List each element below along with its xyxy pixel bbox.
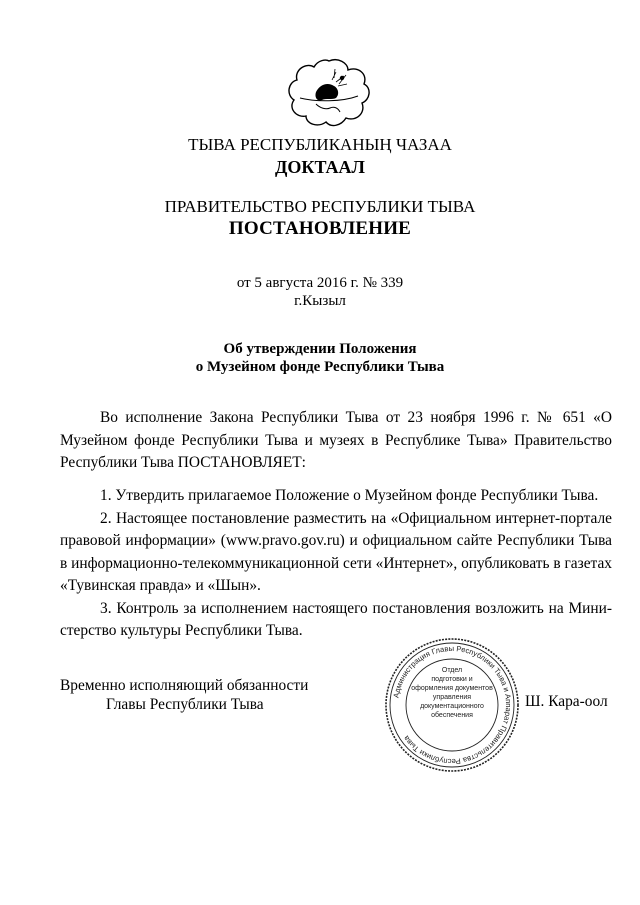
- item-2-line-1: 2. Настоящее постановление разместить на «Официальном интернет-портале: [100, 509, 612, 527]
- seal-center-line-6: обеспечения: [431, 712, 473, 719]
- header-postanovlenie: ПОСТАНОВЛЕНИЕ: [228, 218, 412, 239]
- item-2-line-4: «Тувинская правда» и «Шын».: [60, 577, 261, 594]
- document-title: [0, 340, 640, 376]
- item-2-line-3: в информационно-телекоммуникационной сети «Интернет», опубликовать в газетах: [60, 554, 612, 572]
- signatory-position-line-2: Главы Республики Тыва: [106, 696, 264, 713]
- signatory-position-line-1: Временно исполняющий обязанности: [60, 677, 309, 694]
- signatory-name: Ш. Кара-оол: [525, 693, 608, 710]
- item-3-line-1: 3. Контроль за исполнением настоящего постановления возложить на Мини-: [100, 599, 612, 617]
- item-2-line-2: правовой информации» (www.pravo.gov.ru) и официальном сайте Республики Тыва: [60, 532, 612, 549]
- preamble-line-3: Республики Тыва ПОСТАНОВЛЯЕТ:: [60, 454, 306, 471]
- item-3-line-2: стерство культуры Республики Тыва.: [60, 622, 303, 639]
- seal-center-line-5: документационного: [420, 703, 484, 710]
- header-tuvan-government: ТЫВА РЕСПУБЛИКАНЫҢ ЧАЗАА: [188, 135, 452, 154]
- tuva-emblem-icon: [286, 58, 372, 128]
- preamble-paragraph: [60, 407, 612, 475]
- seal-center-text: [404, 666, 500, 720]
- city: г.Кызыл: [294, 293, 346, 309]
- item-1: 1. Утвердить прилагаемое Положение о Музейном фонде Республики Тыва.: [100, 487, 599, 504]
- title-line-1: Об утверждении Положения: [223, 341, 417, 357]
- header-government: ПРАВИТЕЛЬСТВО РЕСПУБЛИКИ ТЫВА: [164, 197, 476, 216]
- preamble-line-2: Музейном фонде Республики Тыва и музеях в Республике Тыва» Правительство: [60, 431, 612, 449]
- header-doktaal: ДОКТААЛ: [275, 157, 365, 177]
- title-line-2: о Музейном фонде Республики Тыва: [195, 359, 445, 375]
- preamble-line-1: Во исполнение Закона Республики Тыва от 23 ноября 1996 г. № 651 «О: [100, 409, 612, 426]
- signatory-position: [60, 676, 308, 714]
- seal-center-line-4: управления: [432, 694, 472, 701]
- seal-ring-text: Администрация Главы Республики Тыва и Аппарат Правительства Республики Тыва: [391, 643, 514, 767]
- decree-items: [60, 485, 612, 643]
- date-number: от 5 августа 2016 г. № 339: [236, 275, 404, 291]
- seal-center-line-1: Отдел: [441, 667, 463, 674]
- seal-center-line-2: подготовки и: [431, 676, 473, 683]
- date-number-block: [0, 274, 640, 310]
- seal-center-line-3: оформления документов: [411, 685, 493, 692]
